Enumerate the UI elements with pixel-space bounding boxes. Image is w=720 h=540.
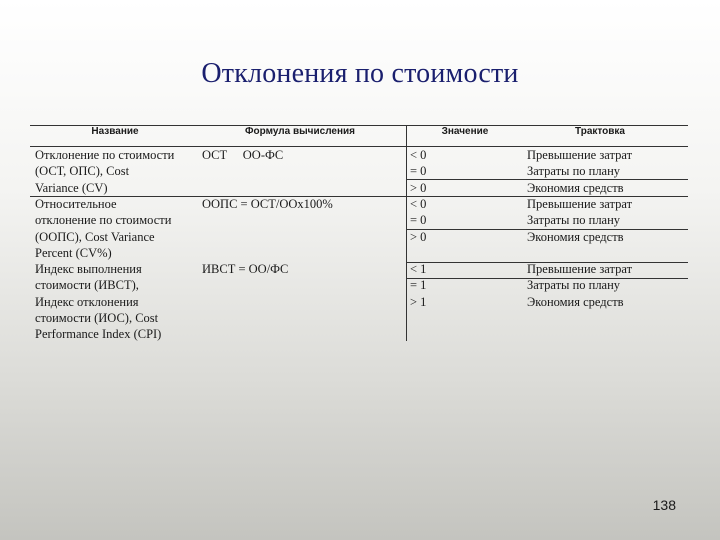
row-1-interpretation: Превышение затрат	[527, 148, 633, 162]
row-1-formula: ОСТ ОО-ФС	[202, 148, 284, 162]
row-1-name	[35, 147, 174, 196]
row-3-name-line: Индекс отклонения	[35, 294, 139, 309]
row-2-interpretation: Экономия средств	[527, 229, 624, 244]
row-2-name-line: (ООПС), Cost Variance	[35, 229, 155, 244]
row-1-value: = 0	[410, 164, 427, 179]
row-3-values	[410, 261, 426, 310]
row-1-interpretations	[527, 147, 632, 196]
row-1-interpretation: Затраты по плану	[527, 164, 621, 179]
header-formula: Формула вычисления	[244, 126, 355, 137]
row-2-name-line: Percent (CV%)	[35, 245, 112, 260]
row-3-name-line: стоимости (ИОС), Cost	[35, 310, 159, 325]
row-3-value: > 1	[410, 294, 427, 309]
row-3-interpretations	[527, 261, 632, 310]
row-2-interpretation: Превышение затрат	[527, 197, 633, 211]
row-3-name	[35, 261, 161, 342]
row-1-value: > 0	[410, 180, 427, 195]
row-2-name	[35, 196, 171, 261]
cost-variance-table	[30, 125, 688, 341]
row-2-value: < 0	[410, 197, 427, 211]
row-3-value: = 1	[410, 278, 427, 293]
row-3-interpretation: Превышение затрат	[527, 262, 633, 276]
row-2-interpretation: Затраты по плану	[527, 213, 621, 228]
row-1-values	[410, 147, 426, 196]
row-3-name-line: Индекс выполнения	[35, 262, 142, 276]
row-2-value: = 0	[410, 213, 427, 228]
row-1-value: < 0	[410, 148, 427, 162]
row-3-interpretation: Экономия средств	[527, 294, 624, 309]
row-2-name-line: Относительное	[35, 197, 117, 211]
header-name: Название	[91, 126, 139, 137]
page-number: 138	[652, 497, 676, 513]
row-1-name-line: (ОСТ, ОПС), Cost	[35, 164, 130, 179]
row-3-name-line: стоимости (ИВСТ),	[35, 278, 139, 293]
row-3-name-line: Performance Index (CPI)	[35, 327, 162, 342]
row-1-name-line: Variance (CV)	[35, 180, 108, 195]
row-3-value: < 1	[410, 262, 427, 276]
row-2-value: > 0	[410, 229, 427, 244]
row-2-values	[410, 196, 426, 245]
slide-title: Отклонения по стоимости	[201, 58, 519, 89]
row-1-name-line: Отклонение по стоимости	[35, 148, 175, 162]
row-2-formula: ООПС = ОСТ/ООх100%	[202, 197, 333, 211]
header-interpretation: Трактовка	[575, 126, 625, 137]
row-1-interpretation: Экономия средств	[527, 180, 624, 195]
row-3-formula: ИВСТ = ОО/ФС	[202, 262, 289, 276]
table-column-divider	[406, 125, 407, 341]
row-3-interpretation: Затраты по плану	[527, 278, 621, 293]
header-value: Значение	[441, 126, 489, 137]
row-2-name-line: отклонение по стоимости	[35, 213, 172, 228]
row-2-interpretations	[527, 196, 632, 245]
